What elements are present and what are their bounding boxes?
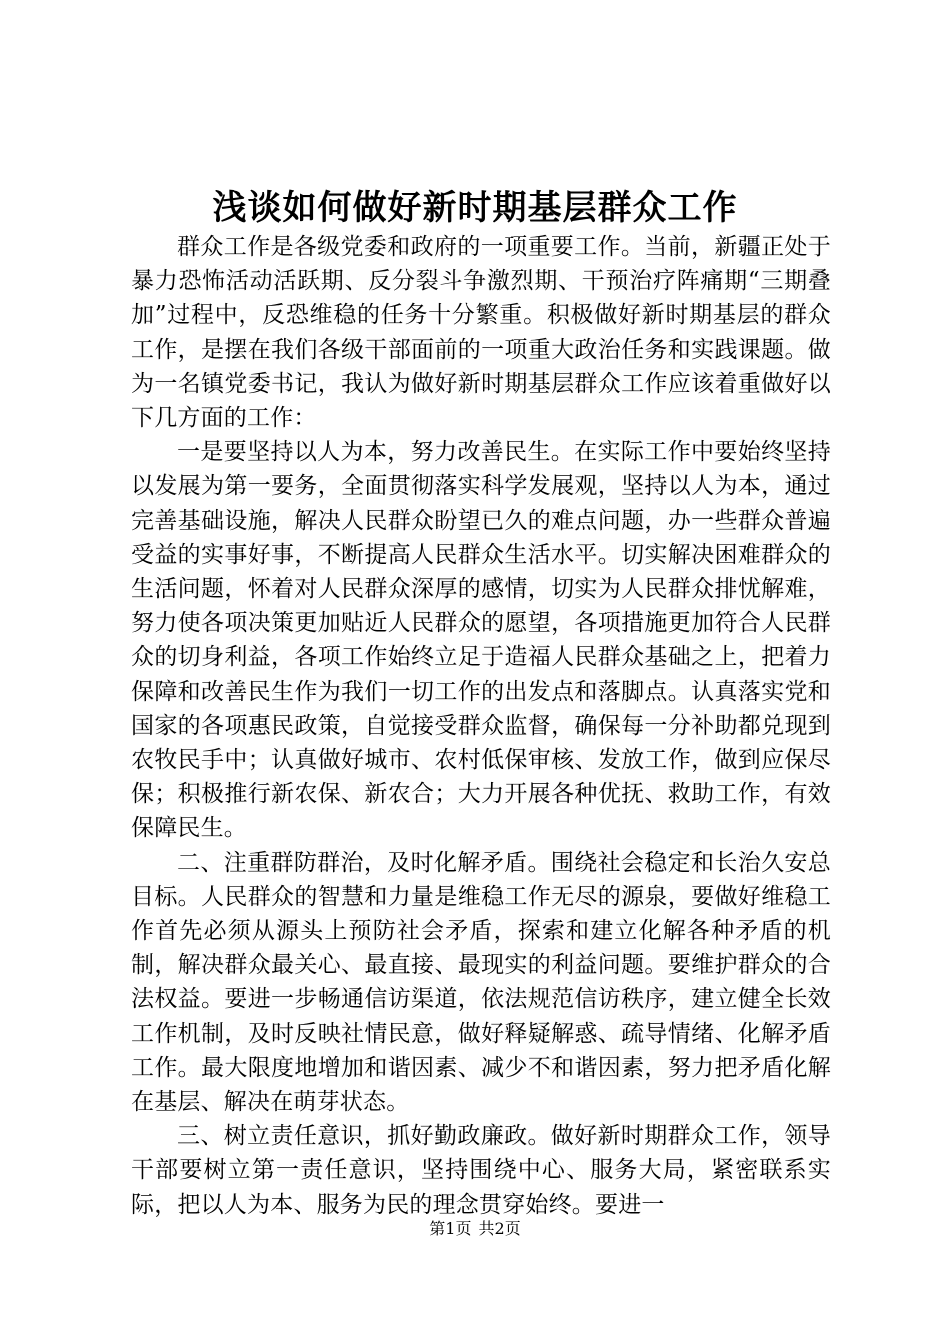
document-title: 浅谈如何做好新时期基层群众工作: [212, 188, 738, 228]
paragraph-point-three: 三、树立责任意识，抓好勤政廉政。做好新时期群众工作，领导干部要树立第一责任意识，坚持围绕中心、服务大局，紧密联系实际，把以人为本、服务为民的理念贯穿始终。要进一: [131, 1123, 831, 1218]
paragraph-point-two: 二、注重群防群治，及时化解矛盾。围绕社会稳定和长治久安总目标。人民群众的智慧和力量是维稳工作无尽的源泉，要做好维稳工作首先必须从源头上预防社会矛盾，探索和建立化解各种矛盾的机制，解决群众最关心、最直接、最现实的利益问题。要维护群众的合法权益。要进一步畅通信访渠道，依法规范信访秩序，建立健全长效工作机制，及时反映社情民意，做好释疑解惑、疏导情绪、化解矛盾工作。最大限度地增加和谐因素、减少不和谐因素，努力把矛盾化解在基层、解决在萌芽状态。: [131, 849, 831, 1116]
document-body: [131, 230, 831, 1222]
paragraph-intro: 群众工作是各级党委和政府的一项重要工作。当前，新疆正处于暴力恐怖活动活跃期、反分裂斗争激烈期、干预治疗阵痛期“三期叠加”过程中，反恐维稳的任务十分繁重。积极做好新时期基层的群众工作，是摆在我们各级干部面前的一项重大政治任务和实践课题。做为一名镇党委书记，我认为做好新时期基层群众工作应该着重做好以下几方面的工作：: [131, 234, 831, 432]
page-number: 第1页: [429, 1219, 472, 1238]
paragraph-point-one: 一是要坚持以人为本，努力改善民生。在实际工作中要始终坚持以发展为第一要务，全面贯彻落实科学发展观，坚持以人为本，通过完善基础设施，解决人民群众盼望已久的难点问题，办一些群众普遍受益的实事好事，不断提高人民群众生活水平。切实解决困难群众的生活问题，怀着对人民群众深厚的感情，切实为人民群众排忧解难，努力使各项决策更加贴近人民群众的愿望，各项措施更加符合人民群众的切身利益，各项工作始终立足于造福人民群众基础之上，把着力保障和改善民生作为我们一切工作的出发点和落脚点。认真落实党和国家的各项惠民政策，自觉接受群众监督，确保每一分补助都兑现到农牧民手中；认真做好城市、农村低保审核、发放工作，做到应保尽保；积极推行新农保、新农合；大力开展各种优抚、救助工作，有效保障民生。: [131, 439, 831, 842]
page-footer: [0, 1218, 950, 1240]
page-total: 共2页: [478, 1219, 521, 1238]
